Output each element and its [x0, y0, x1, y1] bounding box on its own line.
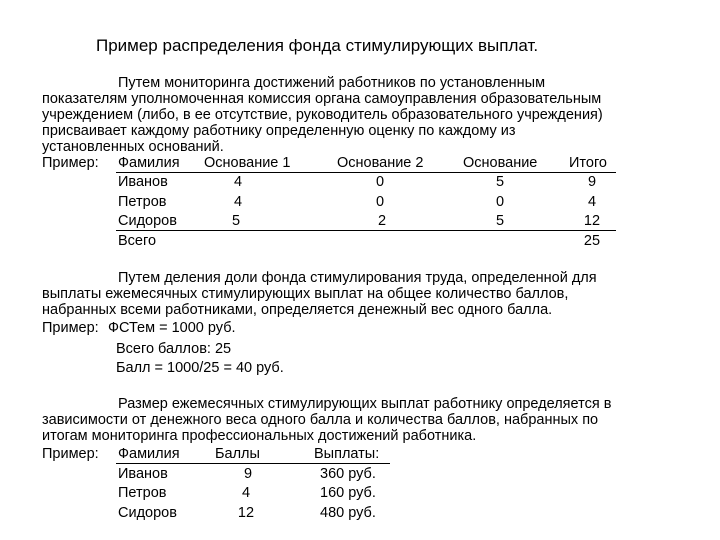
table2-example-label: Пример:: [42, 446, 99, 462]
para3-line-3: итогам мониторинга профессиональных достижений работника.: [42, 428, 477, 444]
table1-row-2-b2: 0: [375, 194, 385, 210]
para1-line-1: Путем мониторинга достижений работников по установленным: [118, 75, 546, 91]
table1-row-2-total: 4: [587, 194, 597, 210]
table1-header-total: Итого: [569, 155, 607, 171]
para1-line-2: показателям уполномоченная комиссия органа самоуправления образовательным: [42, 91, 602, 107]
table1-row-1-total: 9: [587, 174, 597, 190]
table1-total-label: Всего: [118, 233, 157, 249]
table1-header-basis-3: Основание: [463, 155, 538, 171]
table1-row-1-b1: 4: [233, 174, 243, 190]
table1-row-1-b3: 5: [495, 174, 505, 190]
table2-row-3-name: Сидоров: [118, 505, 177, 521]
table1-row-3-b3: 5: [495, 213, 505, 229]
table1-row-1-name: Иванов: [118, 174, 168, 190]
table1-row-3-total: 12: [583, 213, 601, 229]
table2-row-3-payment: 480 руб.: [320, 505, 376, 521]
para3-line-1: Размер ежемесячных стимулирующих выплат работнику определяется в: [118, 396, 612, 412]
para2-calc-line-2: Балл = 1000/25 = 40 руб.: [116, 360, 284, 376]
table2-row-2-name: Петров: [118, 485, 167, 501]
table2-row-3-points: 12: [237, 505, 255, 521]
para1-line-4: присваивает каждому работнику определенную оценку по каждому из: [42, 123, 516, 139]
para1-line-3: учреждением (либо, в ее отсутствие, руководитель образовательного учреждения): [42, 107, 603, 123]
table1-header-basis-2: Основание 2: [337, 155, 424, 171]
page-title: Пример распределения фонда стимулирующих выплат.: [96, 36, 539, 55]
table2-header-surname: Фамилия: [118, 446, 180, 462]
para2-line-1: Путем деления доли фонда стимулирования труда, определенной для: [118, 270, 597, 286]
table2-header-underline: [116, 463, 390, 464]
table1-example-label: Пример:: [42, 155, 99, 171]
table1-row-3-b1: 5: [231, 213, 241, 229]
para2-example-label: Пример:: [42, 320, 99, 336]
table1-row-2-b1: 4: [233, 194, 243, 210]
para2-example-line: ФСТем = 1000 руб.: [108, 320, 236, 336]
table2-row-2-points: 4: [241, 485, 251, 501]
table1-row-3-name: Сидоров: [118, 213, 177, 229]
table2-row-1-name: Иванов: [118, 466, 168, 482]
table1-row-2-name: Петров: [118, 194, 167, 210]
table1-total-value: 25: [583, 233, 601, 249]
table2-header-points: Баллы: [215, 446, 260, 462]
table2-header-payments: Выплаты:: [314, 446, 380, 462]
table1-row-1-b2: 0: [375, 174, 385, 190]
para2-line-3: набранных всеми работниками, определяется денежный вес одного балла.: [42, 302, 553, 318]
para2-line-2: выплаты ежемесячных стимулирующих выплат на общее количество баллов,: [42, 286, 569, 302]
table1-row-3-b2: 2: [377, 213, 387, 229]
table1-header-surname: Фамилия: [118, 155, 180, 171]
para3-line-2: зависимости от денежного веса одного балла и количества баллов, набранных по: [42, 412, 599, 428]
table2-row-1-points: 9: [243, 466, 253, 482]
table1-rows-underline: [116, 230, 616, 231]
table1-row-2-b3: 0: [495, 194, 505, 210]
table2-row-1-payment: 360 руб.: [320, 466, 376, 482]
para1-line-5: установленных оснований.: [42, 139, 224, 155]
table1-header-basis-1: Основание 1: [204, 155, 291, 171]
table2-row-2-payment: 160 руб.: [320, 485, 376, 501]
para2-calc-line-1: Всего баллов: 25: [116, 341, 232, 357]
table1-header-underline: [116, 172, 616, 173]
